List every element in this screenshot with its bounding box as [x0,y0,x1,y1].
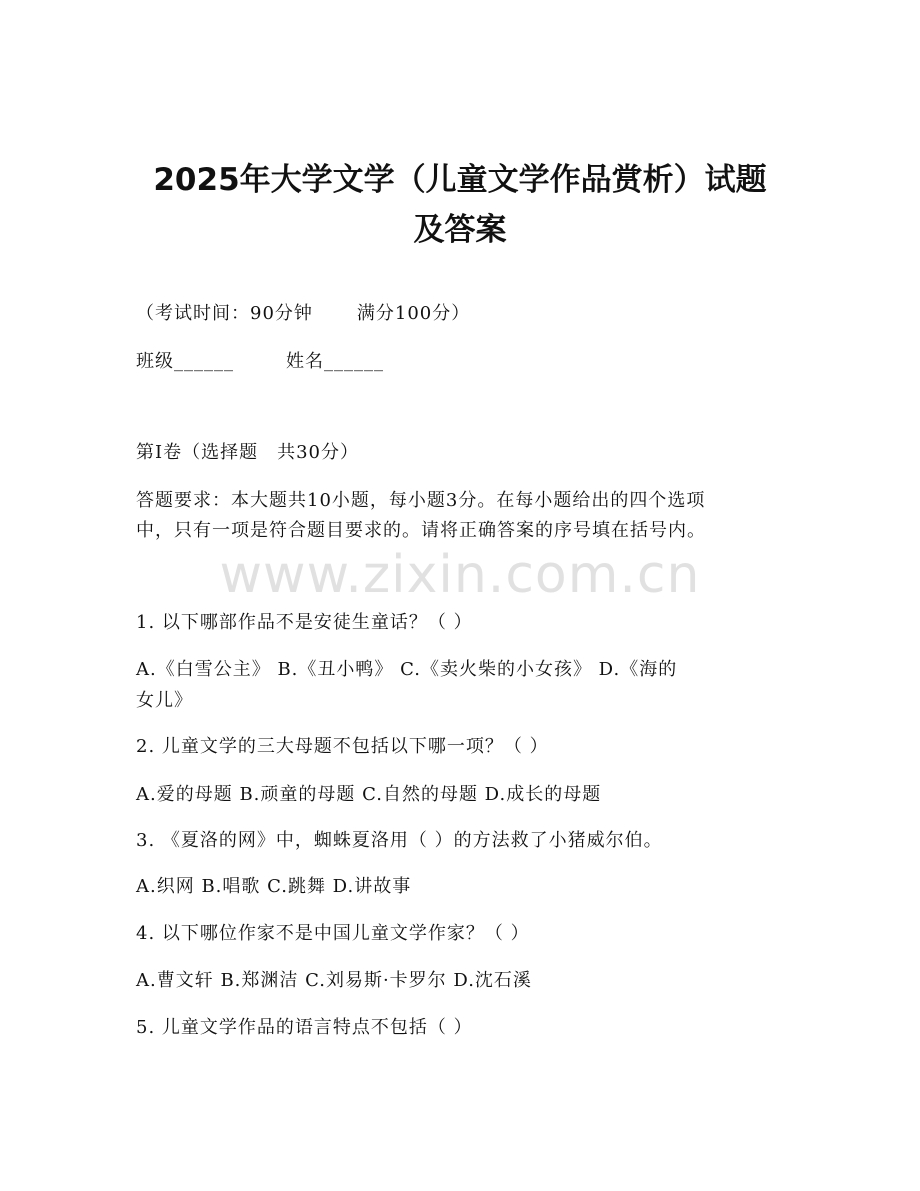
question-1-options-line2: 女儿》 [136,690,193,711]
page-title-line2: 及答案 [413,212,507,248]
exam-time: （考试时间：90分钟 [136,303,313,324]
name-field: 姓名______ [286,351,384,372]
exam-info [136,302,796,326]
question-1-options-line1: A.《白雪公主》 B.《丑小鸭》 C.《卖火柴的小女孩》 D.《海的 [136,659,678,680]
question-2-stem: 2. 儿童文学的三大母题不包括以下哪一项？（ ） [136,736,549,757]
section-heading: 第I卷（选择题 共30分） [136,442,360,463]
student-info [136,350,796,374]
question-4-stem: 4. 以下哪位作家不是中国儿童文学作家？（ ） [136,923,530,944]
watermark: www.zixin.com.cn [219,545,701,605]
question-3-options: A.织网 B.唱歌 C.跳舞 D.讲故事 [136,876,412,897]
page-title-line1: 2025年大学文学（儿童文学作品赏析）试题 [153,162,767,198]
question-2-options: A.爱的母题 B.顽童的母题 C.自然的母题 D.成长的母题 [136,784,602,805]
class-field: 班级______ [136,351,234,372]
exam-full-score: 满分100分） [356,303,471,324]
question-4-options: A.曹文轩 B.郑渊洁 C.刘易斯·卡罗尔 D.沈石溪 [136,970,532,991]
question-5-stem: 5. 儿童文学作品的语言特点不包括（ ） [136,1017,473,1038]
instructions-line2: 中，只有一项是符合题目要求的。请将正确答案的序号填在括号内。 [136,520,706,541]
question-3-stem: 3. 《夏洛的网》中，蜘蛛夏洛用（ ）的方法救了小猪威尔伯。 [136,830,663,851]
instructions-line1: 答题要求：本大题共10小题，每小题3分。在每小题给出的四个选项 [136,490,706,511]
question-1-stem: 1. 以下哪部作品不是安徒生童话？（ ） [136,612,473,633]
